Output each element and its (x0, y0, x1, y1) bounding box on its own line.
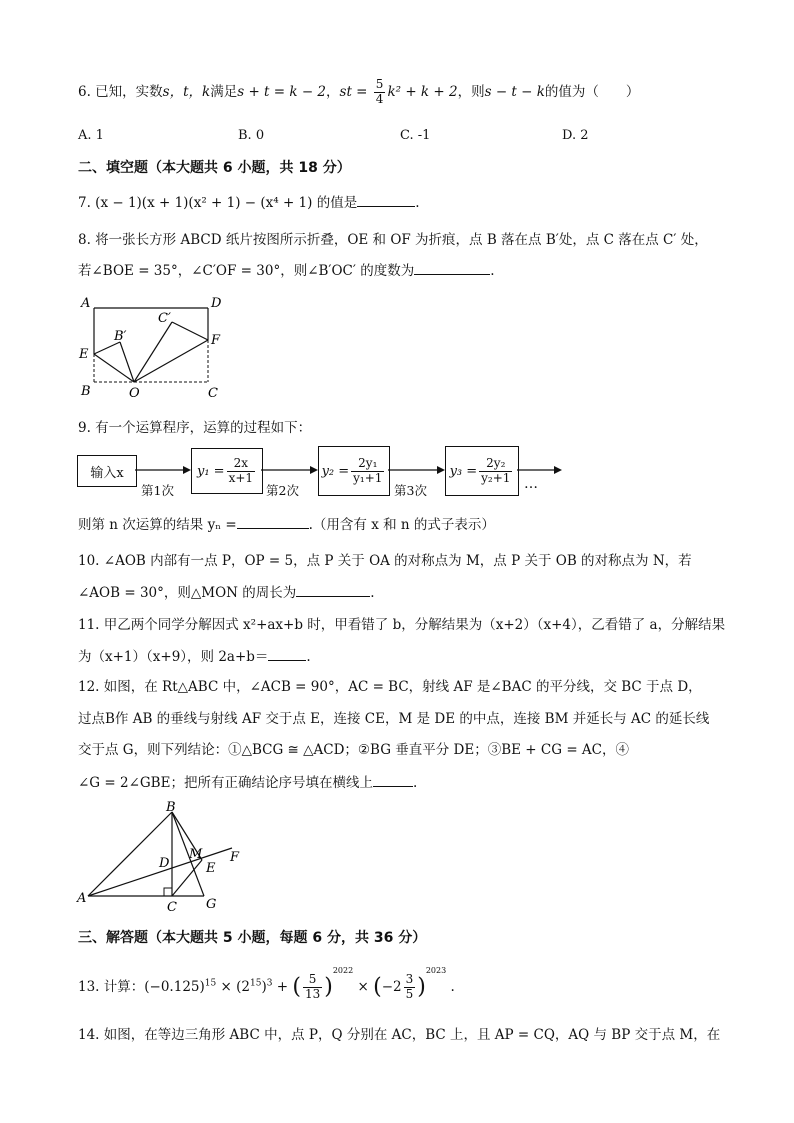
q13-paren-open: ( (292, 974, 301, 1000)
q13-mixed-whole: −2 (381, 979, 402, 995)
q10-end: . (370, 585, 375, 601)
arrow-2-head (310, 466, 318, 474)
q8-end: . (490, 263, 495, 279)
q13-paren-close: ) (324, 974, 333, 1000)
q6-frac-num: 5 (375, 77, 384, 91)
section-3-heading: 三、解答题（本大题共 5 小题，每题 6 分，共 36 分） (78, 930, 427, 946)
fig-label-e: E (79, 347, 89, 362)
q6-option-c: C. -1 (400, 128, 431, 143)
fig12-label-b: B (166, 800, 176, 815)
arrow-1-head (183, 466, 191, 474)
fig-label-o: O (129, 386, 140, 401)
fig-line-eo (94, 354, 134, 382)
q13-term1: (−0.125) (144, 979, 205, 995)
q6-expr: s − t − k (484, 83, 545, 100)
q9-step1-lhs: y₁ = (196, 463, 225, 479)
q12-line4 (78, 774, 417, 791)
q9-step1-label: 第1次 (141, 483, 174, 498)
q8-text: 若∠BOE = 35°，∠C′OF = 30°，则∠B′OC′ 的度数为 (78, 263, 415, 279)
q9-step3-lhs: y₃ = (449, 463, 478, 479)
q13 (78, 966, 455, 1002)
q11-line1: 11. 甲乙两个同学分解因式 x²+ax+b 时，甲看错了 b，分解结果为（x+2）（x+4），乙看错了 a，分解结果 (78, 617, 726, 633)
fig12-label-g: G (206, 897, 217, 912)
q7-end: . (415, 195, 420, 211)
q6-text: 6. 已知，实数 (78, 83, 163, 100)
q11-text: 为（x+1）（x+9），则 2a+b＝ (78, 649, 269, 665)
q8-answer-blank (414, 262, 490, 275)
q6-frac-den: 4 (375, 91, 384, 106)
q13-term2: (2 (236, 979, 250, 995)
q7 (78, 194, 420, 211)
fig12-label-m: M (189, 847, 203, 862)
q13-frac-num: 5 (303, 973, 322, 988)
q6-option-d: D. 2 (562, 128, 589, 143)
q6-option-b: B. 0 (238, 128, 265, 143)
q10-answer-blank (296, 584, 370, 597)
fig-label-f: F (211, 333, 221, 348)
q9-arrows (135, 462, 565, 482)
q10-line2 (78, 584, 375, 601)
q9-answer (78, 516, 495, 533)
q13-exp2-inner: 15 (249, 978, 262, 989)
q10-line1: 10. ∠AOB 内部有一点 P，OP = 5，点 P 关于 OA 的对称点为 M，点 P 关于 OB 的对称点为 N，若 (78, 553, 692, 569)
q9-step2-label: 第2次 (266, 483, 299, 498)
q13-times: × (220, 979, 232, 995)
q9-step3-label: 第3次 (394, 483, 427, 498)
arrow-3-head (437, 466, 445, 474)
q9-answer-text: 则第 n 次运算的结果 yₙ = (78, 517, 237, 533)
q9-ellipsis: … (524, 476, 538, 492)
q9-answer-note: .（用含有 x 和 n 的式子表示） (308, 517, 495, 533)
fig-line-cpf (172, 322, 208, 340)
q12-line1: 12. 如图，在 Rt△ABC 中，∠ACB = 90°，AC = BC，射线 AF 是∠BAC 的平分线，交 BC 于点 D， (78, 679, 702, 695)
fig12-label-c: C (167, 900, 177, 913)
q13-end: . (450, 979, 455, 995)
q10-text: ∠AOB = 30°，则△MON 的周长为 (78, 585, 297, 601)
q11-end: . (306, 649, 311, 665)
q13-paren2-open: ( (373, 974, 382, 1000)
q12-figure (74, 798, 254, 913)
fig-label-bprime: B′ (114, 329, 127, 344)
fig12-label-f: F (230, 850, 240, 865)
fig-right-angle-mark (164, 888, 172, 896)
q12-answer-blank (373, 774, 413, 787)
q9-step2-den: y₁+1 (353, 470, 383, 485)
fig-line-ocp (134, 322, 172, 382)
fig-label-c: C (208, 386, 218, 401)
fig-line-bpo (120, 342, 134, 382)
fig-line-fo (134, 340, 208, 382)
section-2-heading: 二、填空题（本大题共 6 小题，共 18 分） (78, 160, 351, 176)
q6-fraction (374, 78, 386, 107)
q9-input-label: 输入x (90, 465, 124, 481)
q6-text: 满足 (210, 83, 238, 100)
q13-exp4: 2023 (425, 966, 447, 975)
q13-exp3: 2022 (332, 966, 354, 975)
fig12-label-d: D (159, 856, 170, 871)
q9-step2-num: 2y₁ (351, 457, 384, 472)
q6-text: ，则 (457, 83, 485, 100)
q13-mixed-den: 5 (405, 987, 414, 1001)
q13-paren2-close: ) (417, 974, 426, 1000)
q9-step3-den: y₂+1 (481, 470, 511, 485)
q13-times2: × (357, 979, 369, 995)
q9-step1-num: 2x (227, 457, 255, 472)
q12-text: ∠G = 2∠GBE；把所有正确结论序号填在横线上 (78, 775, 373, 791)
fig-label-cprime: C′ (158, 311, 171, 326)
q9-input-box (77, 455, 137, 487)
q7-answer-blank (357, 194, 415, 207)
q9-answer-blank (237, 516, 309, 529)
q12-end: . (412, 775, 418, 791)
q8-line2 (78, 262, 495, 279)
q7-text: 7. (x − 1)(x + 1)(x² + 1) − (x⁴ + 1) 的值是 (78, 195, 358, 211)
q12-line3: 交于点 G，则下列结论：①△BCG ≅ △ACD；②BG 垂直平分 DE；③BE + CG = AC，④ (78, 742, 629, 758)
q13-mixed-num: 3 (405, 972, 414, 987)
q13-fraction (303, 973, 322, 1002)
q8-figure (74, 294, 234, 404)
fig-label-b: B (81, 384, 91, 399)
fig-label-a: A (81, 296, 91, 311)
fig-label-d: D (211, 296, 222, 311)
q6-stem (78, 78, 639, 107)
q13-frac-den: 13 (304, 987, 321, 1001)
fig12-label-a: A (77, 891, 87, 906)
q13-mixed-fraction (404, 973, 416, 1002)
q11-line2 (78, 648, 311, 665)
q13-term2-close: ) (261, 979, 267, 995)
q13-stem: 13. 计算： (78, 979, 145, 995)
q6-vars: s，t，k (162, 83, 211, 100)
q9-step3-num: 2y₂ (479, 457, 512, 472)
q11-answer-blank (268, 648, 306, 661)
q6-cond1: s + t = k − 2 (237, 83, 327, 100)
q12-line2: 过点B作 AB 的垂线与射线 AF 交于点 E，连接 CE，M 是 DE 的中点，连接 BM 并延长与 AC 的延长线 (78, 711, 710, 727)
fig-line-ab (88, 812, 172, 896)
q13-exp1: 15 (204, 978, 217, 989)
arrow-4-head (554, 466, 562, 474)
q6-cond2b: k² + k + 2 (387, 83, 458, 100)
fig12-label-e: E (206, 861, 216, 876)
q13-plus: + (276, 979, 289, 995)
q6-cond2: st = (339, 83, 368, 100)
q9-step1-den: x+1 (228, 470, 254, 485)
q9-step2-lhs: y₂ = (321, 463, 350, 479)
q6-text: 的值为（ ） (544, 83, 640, 100)
q14-line1: 14. 如图，在等边三角形 ABC 中，点 P，Q 分别在 AC，BC 上，且 AP = CQ，AQ 与 BP 交于点 M，在 (78, 1027, 721, 1043)
q6-option-a: A. 1 (78, 128, 104, 143)
q9-stem: 9. 有一个运算程序，运算的过程如下： (78, 420, 312, 436)
q6-sep: ， (326, 83, 340, 100)
q8-line1: 8. 将一张长方形 ABCD 纸片按图所示折叠，OE 和 OF 为折痕，点 B 落在点 B′处，点 C 落在点 C′ 处， (78, 232, 708, 248)
q13-exp2: 3 (266, 978, 273, 989)
